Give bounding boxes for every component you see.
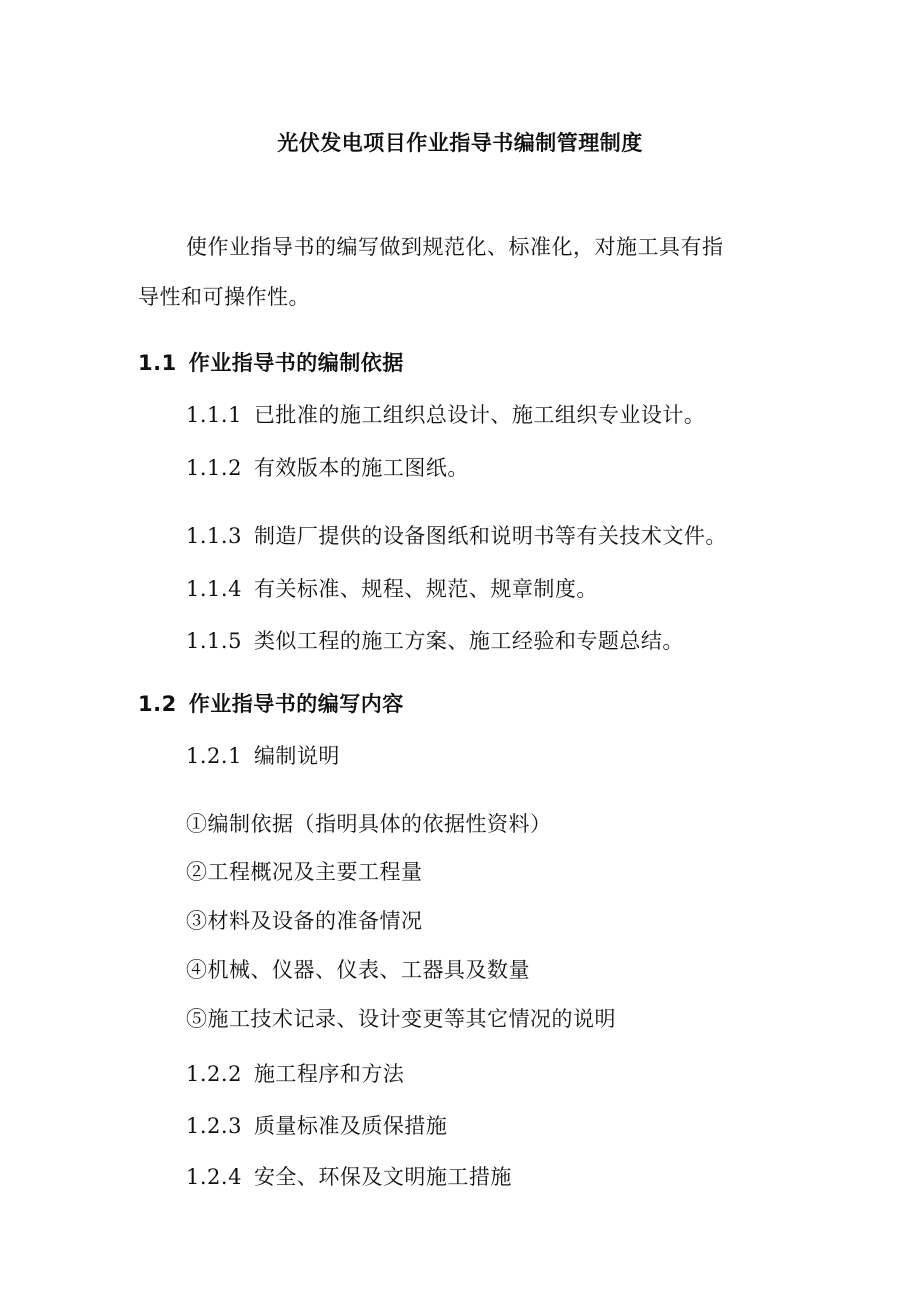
- item-1-2-4: [186, 1163, 512, 1191]
- item-text: 安全、环保及文明施工措施: [253, 1165, 512, 1189]
- intro-line-1: 使作业指导书的编写做到规范化、标准化，对施工具有指: [186, 235, 724, 259]
- item-number: 1.2.1: [186, 744, 242, 768]
- item-number: 1.1.4: [186, 577, 242, 601]
- item-text: 类似工程的施工方案、施工经验和专题总结。: [253, 629, 684, 653]
- item-number: 1.1.5: [186, 629, 242, 653]
- section-number: 1.1: [138, 351, 177, 375]
- section-title: 作业指导书的编写内容: [188, 692, 404, 716]
- item-1-2-2: [186, 1060, 404, 1088]
- item-text: 施工程序和方法: [253, 1062, 405, 1086]
- item-1-1-2: [186, 454, 469, 482]
- section-1-1-heading: [138, 349, 404, 377]
- circled-item-2: ②工程概况及主要工程量: [186, 860, 423, 884]
- circled-item-4: ④机械、仪器、仪表、工器具及数量: [186, 958, 530, 982]
- item-1-2-1: [186, 742, 340, 770]
- item-text: 已批准的施工组织总设计、施工组织专业设计。: [253, 403, 706, 427]
- item-1-1-3: [186, 522, 727, 550]
- circled-item-1: ①编制依据（指明具体的依据性资料）: [186, 812, 552, 836]
- item-1-2-3: [186, 1112, 447, 1140]
- item-text: 制造厂提供的设备图纸和说明书等有关技术文件。: [253, 524, 727, 548]
- item-number: 1.1.1: [186, 403, 242, 427]
- item-number: 1.1.3: [186, 524, 242, 548]
- item-number: 1.1.2: [186, 456, 242, 480]
- item-text: 有关标准、规程、规范、规章制度。: [253, 577, 598, 601]
- document-title: 光伏发电项目作业指导书编制管理制度: [277, 131, 643, 155]
- item-1-1-1: [186, 401, 705, 429]
- item-1-1-5: [186, 627, 684, 655]
- circled-item-5: ⑤施工技术记录、设计变更等其它情况的说明: [186, 1007, 616, 1031]
- item-text: 编制说明: [253, 744, 340, 768]
- item-number: 1.2.2: [186, 1062, 242, 1086]
- intro-line-2: 导性和可操作性。: [138, 285, 310, 309]
- item-number: 1.2.3: [186, 1114, 242, 1138]
- circled-item-3: ③材料及设备的准备情况: [186, 909, 423, 933]
- section-number: 1.2: [138, 692, 177, 716]
- item-number: 1.2.4: [186, 1165, 242, 1189]
- item-1-1-4: [186, 575, 598, 603]
- item-text: 有效版本的施工图纸。: [253, 456, 469, 480]
- section-title: 作业指导书的编制依据: [188, 351, 404, 375]
- section-1-2-heading: [138, 690, 404, 718]
- item-text: 质量标准及质保措施: [253, 1114, 448, 1138]
